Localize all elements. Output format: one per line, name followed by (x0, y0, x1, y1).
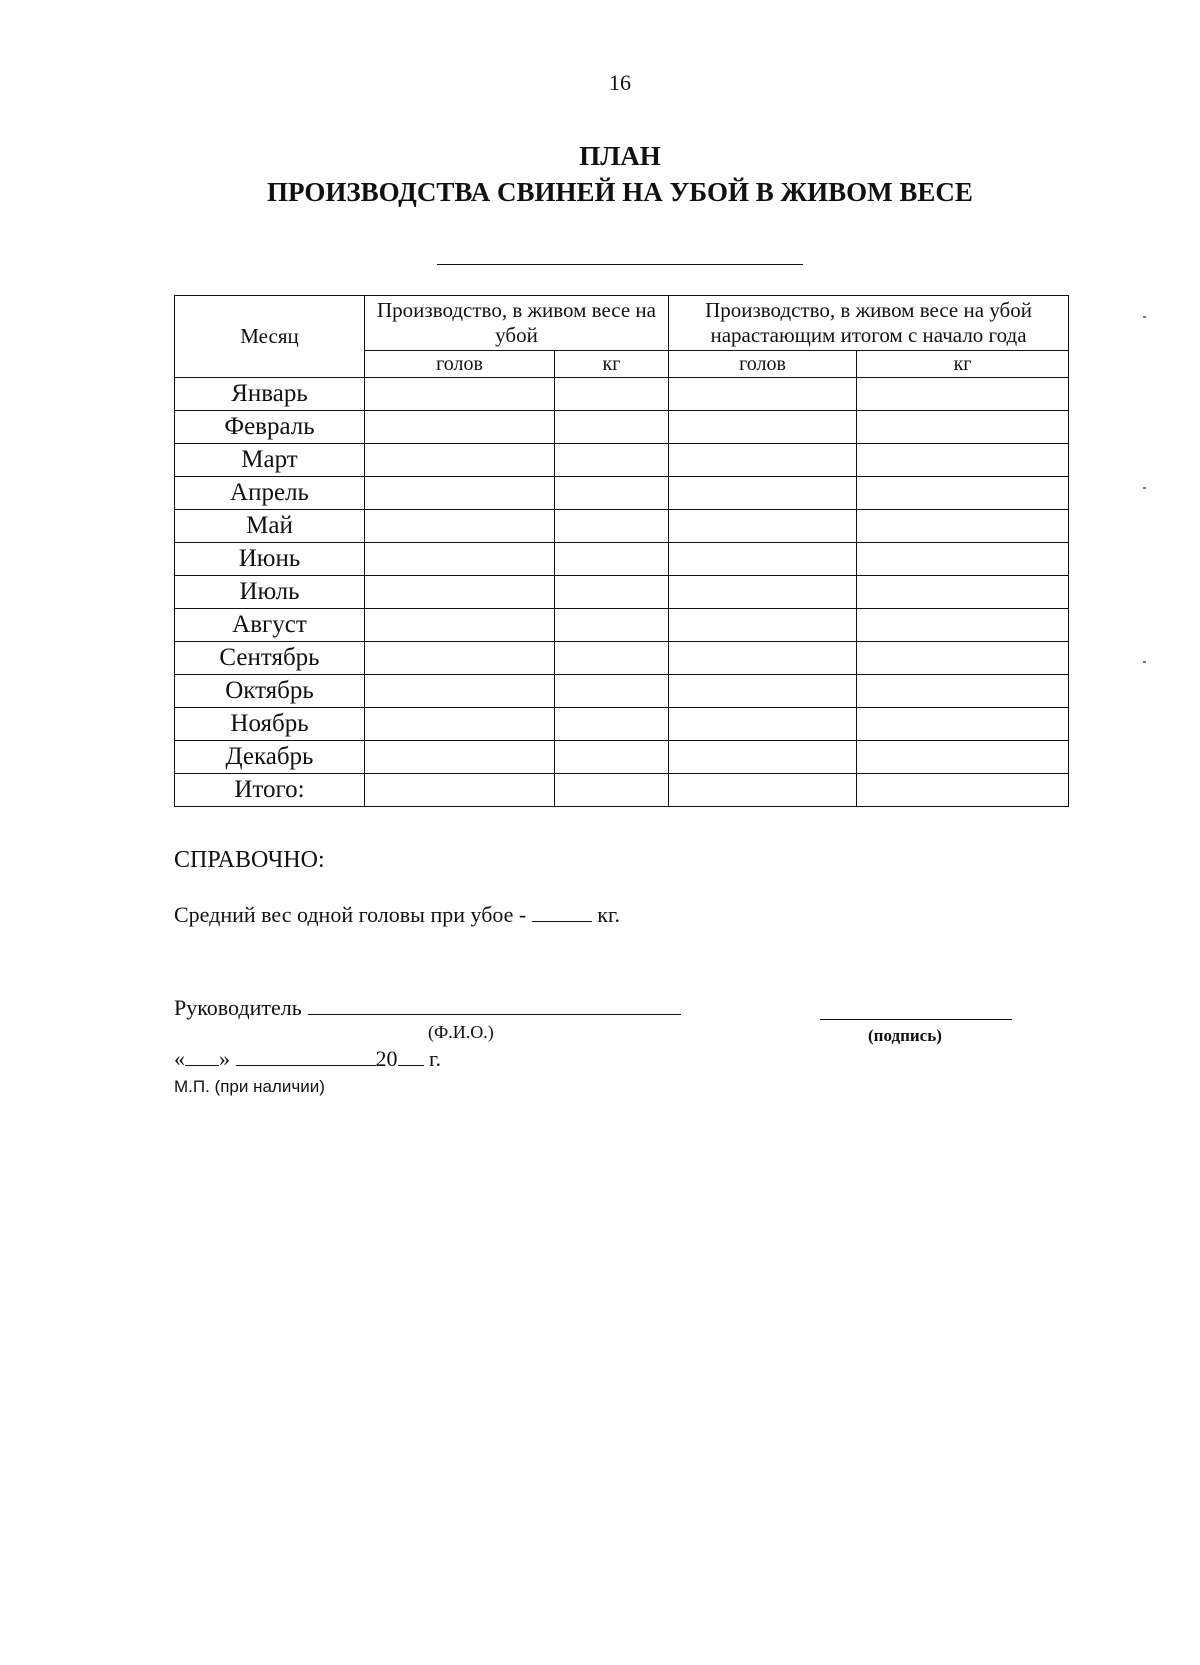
cumulative-heads-cell[interactable] (669, 510, 857, 543)
head-label: Руководитель (174, 995, 302, 1020)
cumulative-heads-cell[interactable] (669, 675, 857, 708)
table-row (175, 642, 1069, 675)
month-label: Май (175, 510, 365, 543)
cumulative-kg-cell[interactable] (857, 741, 1069, 774)
cumulative-kg-cell[interactable] (857, 708, 1069, 741)
table-row (175, 576, 1069, 609)
year-prefix: 20 (375, 1046, 398, 1071)
signature-caption: (подпись) (868, 1026, 942, 1045)
month-label: Январь (175, 378, 365, 411)
cumulative-kg-cell[interactable] (857, 378, 1069, 411)
cumulative-production-header: Производство, в живом весе на убой нарастающим итогом с начало года (669, 296, 1069, 351)
monthly-kg-cell[interactable] (555, 609, 669, 642)
monthly-production-header: Производство, в живом весе на убой (365, 296, 669, 351)
month-label: Сентябрь (175, 642, 365, 675)
table-total-row (175, 774, 1069, 807)
cumulative-kg-cell[interactable] (857, 576, 1069, 609)
cumulative-heads-cell[interactable] (669, 609, 857, 642)
month-label: Август (175, 609, 365, 642)
title-line-2: ПРОИЗВОДСТВА СВИНЕЙ НА УБОЙ В ЖИВОМ ВЕСЕ (267, 177, 973, 207)
fio-caption: (Ф.И.О.) (428, 1022, 494, 1042)
cumulative-kg-header: кг (857, 351, 1069, 378)
head-name-blank[interactable] (308, 996, 681, 1015)
monthly-heads-header: голов (365, 351, 555, 378)
production-plan-table (174, 295, 1069, 807)
monthly-kg-cell[interactable] (555, 510, 669, 543)
monthly-heads-cell[interactable] (365, 609, 555, 642)
day-blank[interactable] (185, 1051, 219, 1066)
document-title (0, 138, 1200, 210)
year-suffix: г. (429, 1046, 442, 1071)
date-open-quote: « (174, 1046, 185, 1071)
table-row (175, 378, 1069, 411)
cumulative-heads-cell[interactable] (669, 741, 857, 774)
scan-artifact (1143, 487, 1146, 489)
table-row (175, 609, 1069, 642)
cumulative-kg-cell[interactable] (857, 609, 1069, 642)
monthly-kg-cell[interactable] (555, 477, 669, 510)
average-weight-blank[interactable] (532, 907, 592, 922)
monthly-heads-cell[interactable] (365, 543, 555, 576)
monthly-kg-cell[interactable] (555, 444, 669, 477)
monthly-heads-cell[interactable] (365, 708, 555, 741)
month-label: Февраль (175, 411, 365, 444)
cumulative-heads-cell[interactable] (669, 411, 857, 444)
cumulative-heads-total-cell[interactable] (669, 774, 857, 807)
cumulative-heads-cell[interactable] (669, 444, 857, 477)
monthly-heads-cell[interactable] (365, 510, 555, 543)
monthly-heads-cell[interactable] (365, 378, 555, 411)
month-blank[interactable] (236, 1051, 376, 1066)
table-row (175, 675, 1069, 708)
table-row (175, 708, 1069, 741)
monthly-heads-cell[interactable] (365, 675, 555, 708)
monthly-heads-cell[interactable] (365, 444, 555, 477)
monthly-kg-header: кг (555, 351, 669, 378)
table-row (175, 411, 1069, 444)
signature-blank[interactable] (820, 1019, 1012, 1020)
monthly-kg-cell[interactable] (555, 543, 669, 576)
monthly-kg-cell[interactable] (555, 642, 669, 675)
scan-artifact (1143, 316, 1146, 318)
month-label: Октябрь (175, 675, 365, 708)
cumulative-kg-cell[interactable] (857, 444, 1069, 477)
month-label: Март (175, 444, 365, 477)
table-row (175, 510, 1069, 543)
month-label: Декабрь (175, 741, 365, 774)
title-blank-line[interactable] (437, 264, 803, 265)
table-row (175, 477, 1069, 510)
cumulative-kg-cell[interactable] (857, 510, 1069, 543)
cumulative-kg-cell[interactable] (857, 543, 1069, 576)
monthly-heads-total-cell[interactable] (365, 774, 555, 807)
month-label: Ноябрь (175, 708, 365, 741)
reference-heading: СПРАВОЧНО: (174, 847, 325, 873)
table-row (175, 543, 1069, 576)
average-weight-unit: кг. (597, 902, 620, 927)
head-signature-line (174, 995, 681, 1021)
page-number: 16 (609, 70, 631, 95)
monthly-heads-cell[interactable] (365, 411, 555, 444)
cumulative-heads-cell[interactable] (669, 708, 857, 741)
cumulative-heads-cell[interactable] (669, 576, 857, 609)
month-label: Июнь (175, 543, 365, 576)
monthly-kg-cell[interactable] (555, 378, 669, 411)
cumulative-kg-cell[interactable] (857, 411, 1069, 444)
date-close-quote: » (219, 1046, 230, 1071)
month-column-header: Месяц (175, 296, 365, 378)
date-line (174, 1046, 441, 1072)
monthly-kg-cell[interactable] (555, 411, 669, 444)
monthly-kg-cell[interactable] (555, 741, 669, 774)
total-label: Итого: (175, 774, 365, 807)
cumulative-heads-cell[interactable] (669, 543, 857, 576)
title-line-1: ПЛАН (579, 141, 661, 171)
cumulative-kg-cell[interactable] (857, 477, 1069, 510)
stamp-note: М.П. (при наличии) (174, 1077, 325, 1096)
average-weight-label: Средний вес одной головы при убое - (174, 902, 527, 927)
monthly-kg-cell[interactable] (555, 675, 669, 708)
monthly-kg-total-cell[interactable] (555, 774, 669, 807)
monthly-heads-cell[interactable] (365, 741, 555, 774)
cumulative-heads-header: голов (669, 351, 857, 378)
table-row (175, 741, 1069, 774)
cumulative-kg-total-cell[interactable] (857, 774, 1069, 807)
average-weight-line (174, 902, 620, 928)
cumulative-heads-cell[interactable] (669, 378, 857, 411)
monthly-heads-cell[interactable] (365, 576, 555, 609)
monthly-heads-cell[interactable] (365, 642, 555, 675)
scan-artifact (1143, 661, 1146, 663)
year-blank[interactable] (398, 1051, 424, 1066)
cumulative-kg-cell[interactable] (857, 675, 1069, 708)
cumulative-heads-cell[interactable] (669, 477, 857, 510)
table-row (175, 444, 1069, 477)
cumulative-heads-cell[interactable] (669, 642, 857, 675)
monthly-kg-cell[interactable] (555, 576, 669, 609)
month-label: Июль (175, 576, 365, 609)
monthly-kg-cell[interactable] (555, 708, 669, 741)
month-label: Апрель (175, 477, 365, 510)
monthly-heads-cell[interactable] (365, 477, 555, 510)
cumulative-kg-cell[interactable] (857, 642, 1069, 675)
